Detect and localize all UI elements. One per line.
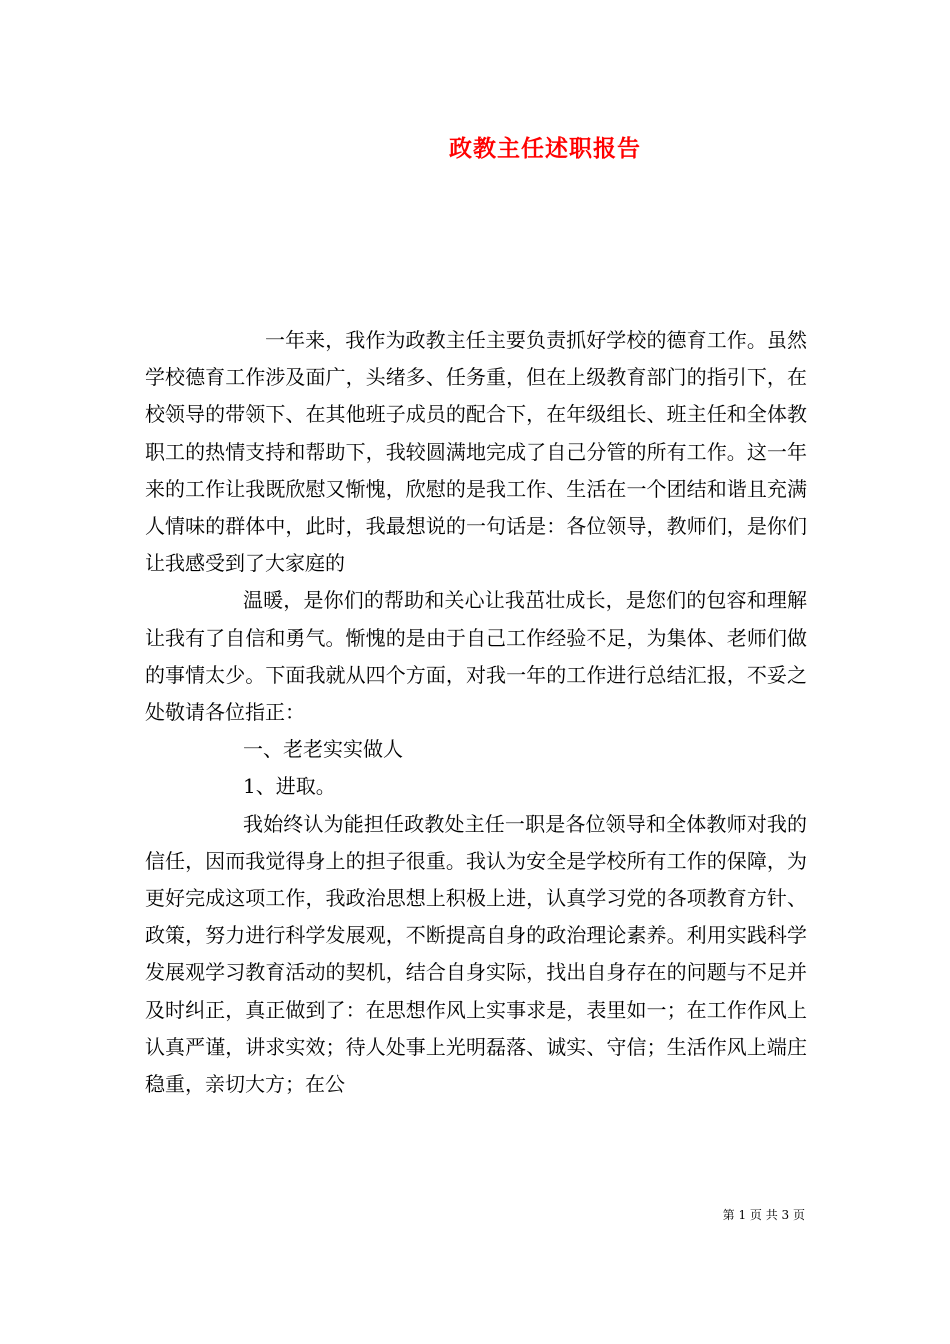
document-body [145, 322, 807, 1103]
document-title: 政教主任述职报告 [449, 135, 641, 162]
paragraph-continuation: 温暖，是你们的帮助和关心让我茁壮成长，是您们的包容和理解让我有了自信和勇气。惭愧的是由于自己工作经验不足，为集体、老师们做的事情太少。下面我就从四个方面，对我一年的工作进行总结汇报，不妥之处敬请各位指正： [145, 588, 807, 725]
paragraph-body: 我始终认为能担任政教处主任一职是各位领导和全体教师对我的信任，因而我觉得身上的担子很重。我认为安全是学校所有工作的保障，为更好完成这项工作，我政治思想上积极上进，认真学习党的各项教育方针、政策，努力进行科学发展观，不断提高自身的政治理论素养。利用实践科学发展观学习教育活动的契机，结合自身实际，找出自身存在的问题与不足并及时纠正，真正做到了：在思想作风上实事求是，表里如一；在工作作风上认真严谨，讲求实效；待人处事上光明磊落、诚实、守信；生活作风上端庄稳重，亲切大方；在公 [145, 811, 807, 1097]
sub-heading: 1、进取。 [243, 774, 336, 799]
section-heading: 一、老老实实做人 [243, 737, 403, 762]
page-footer: 第 1 页 共 3 页 [722, 1208, 805, 1222]
paragraph-intro: 一年来，我作为政教主任主要负责抓好学校的德育工作。虽然学校德育工作涉及面广，头绪多、任务重，但在上级教育部门的指引下，在校领导的带领下、在其他班子成员的配合下，在年级组长、班主任和全体教职工的热情支持和帮助下，我较圆满地完成了自己分管的所有工作。这一年来的工作让我既欣慰又惭愧，欣慰的是我工作、生活在一个团结和谐且充满人情味的群体中，此时，我最想说的一句话是：各位领导，教师们，是你们让我感受到了大家庭的 [145, 328, 807, 576]
